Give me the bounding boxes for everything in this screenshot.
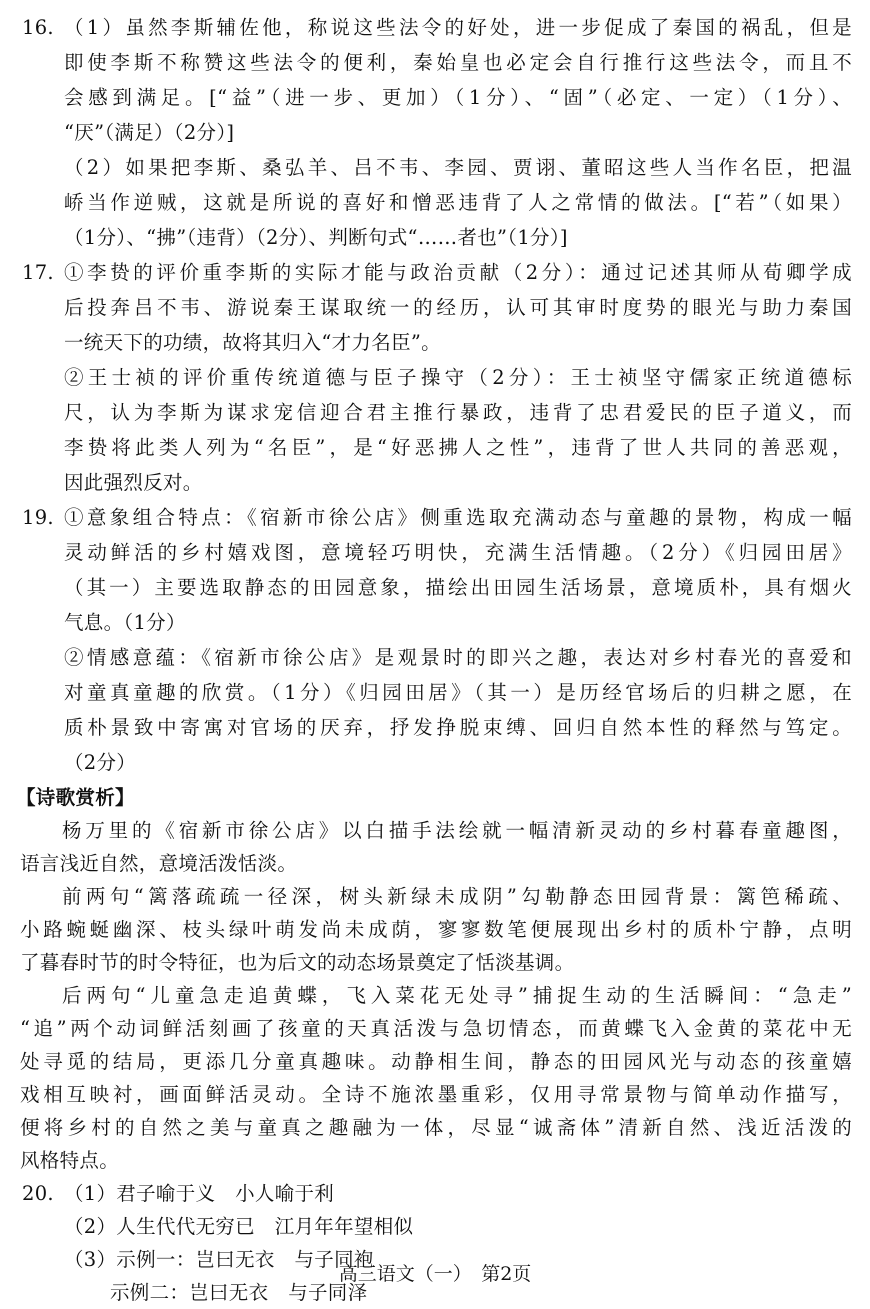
poetry-line: 小路蜿蜒幽深、枝头绿叶萌发尚未成荫，寥寥数笔便展现出乡村的质朴宁静，点明: [20, 918, 852, 941]
q16-line: 会感到满足。[“益”（进一步、更加）（1分）、“固”（必定、一定）（1分）、: [64, 86, 852, 109]
poetry-line: 前两句“篱落疏疏一径深，树头新绿未成阴”勾勒静态田园背景：篱笆稀疏、: [62, 885, 852, 908]
poetry-line: 后两句“儿童急走追黄蝶，飞入菜花无处寻”捕捉生动的生活瞬间：“急走”: [62, 984, 852, 1007]
q16-line: 即使李斯不称赞这些法令的便利，秦始皇也必定会自行推行这些法令，而且不: [64, 51, 852, 74]
poetry-line: 风格特点。: [20, 1149, 120, 1172]
page-footer: 高三语文（一） 第2页: [338, 1263, 532, 1285]
q17-line: 李贽将此类人列为“名臣”，是“好恶拂人之性”，违背了世人共同的善恶观，: [64, 436, 852, 459]
q16-line: 峤当作逆贼，这就是所说的喜好和憎恶违背了人之常情的做法。[“若”（如果）: [64, 191, 852, 214]
q20-line: （2）人生代代无穷已 江月年年望相似: [64, 1215, 414, 1238]
q17-line: 尺，认为李斯为谋求宠信迎合君主推行暴政，违背了忠君爱民的臣子道义，而: [64, 401, 852, 424]
poetry-heading: 【诗歌赏析】: [16, 786, 135, 809]
q17-line: 因此强烈反对。: [64, 471, 203, 494]
q19-line: （其一）主要选取静态的田园意象，描绘出田园生活场景，意境质朴，具有烟火: [64, 576, 852, 599]
q19-line: 灵动鲜活的乡村嬉戏图，意境轻巧明快，充满生活情趣。（2分）《归园田居》: [64, 541, 852, 564]
q19-number: 19.: [22, 506, 54, 529]
q17-line: 一统天下的功绩，故将其归入“才力名臣”。: [64, 331, 441, 354]
q19-line: 气息。（1分）: [64, 611, 186, 634]
q16-line: （2）如果把李斯、桑弘羊、吕不韦、李园、贾诩、董昭这些人当作名臣，把温: [64, 156, 852, 179]
q20-line: （1）君子喻于义 小人喻于利: [64, 1182, 335, 1205]
q19-line: （2分）: [64, 751, 137, 774]
q20-number: 20.: [22, 1182, 54, 1205]
q19-line: 对童真童趣的欣赏。（1分）《归园田居》（其一）是历经官场后的归耕之愿，在: [64, 681, 852, 704]
poetry-line: 了暮春时节的时令特征，也为后文的动态场景奠定了恬淡基调。: [20, 951, 575, 974]
q16-line: “厌”（满足）（2分）]: [64, 121, 235, 144]
q17-number: 17.: [22, 261, 54, 284]
poetry-line: 便将乡村的自然之美与童真之趣融为一体，尽显“诚斋体”清新自然、浅近活泼的: [20, 1116, 852, 1139]
q20-line: 示例二：岂曰无衣 与子同泽: [110, 1281, 368, 1304]
poetry-line: “追”两个动词鲜活刻画了孩童的天真活泼与急切情态，而黄蝶飞入金黄的菜花中无: [20, 1017, 852, 1040]
poetry-line: 处寻觅的结局，更添几分童真趣味。动静相生间，静态的田园风光与动态的孩童嬉: [20, 1050, 852, 1073]
q20-line: （3）示例一：岂曰无衣 与子同袍: [64, 1248, 374, 1271]
q17-line: ①李贽的评价重李斯的实际才能与政治贡献（2分）：通过记述其师从荀卿学成: [64, 261, 852, 284]
poetry-line: 戏相互映衬，画面鲜活灵动。全诗不施浓墨重彩，仅用寻常景物与简单动作描写，: [20, 1083, 852, 1106]
poetry-line: 杨万里的《宿新市徐公店》以白描手法绘就一幅清新灵动的乡村暮春童趣图，: [62, 819, 852, 842]
q16-line: （1）虽然李斯辅佐他，称说这些法令的好处，进一步促成了秦国的祸乱，但是: [64, 16, 852, 39]
q17-line: 后投奔吕不韦、游说秦王谋取统一的经历，认可其审时度势的眼光与助力秦国: [64, 296, 852, 319]
poetry-line: 语言浅近自然，意境活泼恬淡。: [20, 852, 298, 875]
q19-line: ②情感意蕴：《宿新市徐公店》是观景时的即兴之趣，表达对乡村春光的喜爱和: [64, 646, 852, 669]
q19-line: 质朴景致中寄寓对官场的厌弃，抒发挣脱束缚、回归自然本性的释然与笃定。: [64, 716, 852, 739]
q16-number: 16.: [22, 16, 54, 39]
q16-line: （1分）、“拂”（违背）（2分）、判断句式“……者也”（1分）]: [64, 226, 568, 249]
q17-line: ②王士祯的评价重传统道德与臣子操守（2分）：王士祯坚守儒家正统道德标: [64, 366, 852, 389]
q19-line: ①意象组合特点：《宿新市徐公店》侧重选取充满动态与童趣的景物，构成一幅: [64, 506, 852, 529]
